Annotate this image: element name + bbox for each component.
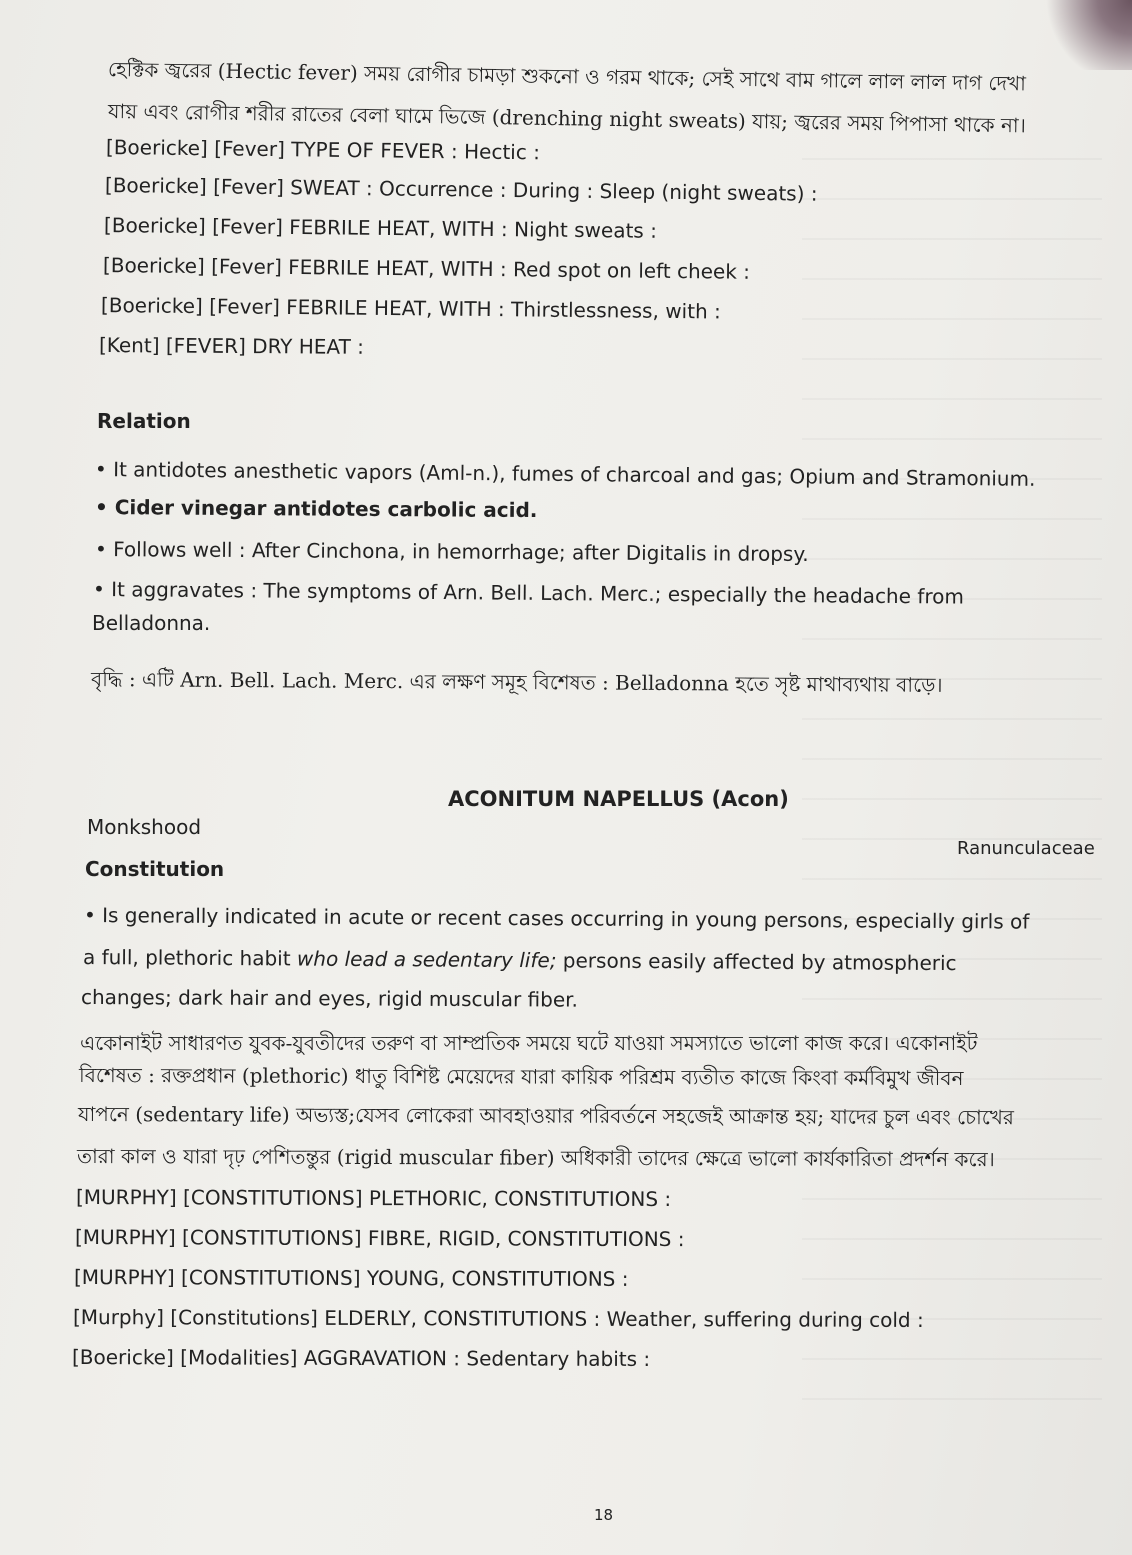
plant-family: Ranunculaceae xyxy=(957,838,1095,859)
section-heading: Relation xyxy=(97,409,191,433)
rubric-line: [Boericke] [Fever] FEBRILE HEAT, WITH : Night sweats : xyxy=(103,213,658,243)
constitution-text-italic: who lead a sedentary life; xyxy=(296,946,557,973)
constitution-text-part: persons easily affected by atmospheric xyxy=(556,948,957,976)
constitution-bengali: বিশেষত : রক্তপ্রধান (plethoric) ধাতু বিশিষ্ট মেয়েদের যারা কায়িক পরিশ্রম ব্যতীত কাজে কিংবা কর্মবিমুখ জীবন xyxy=(78,1063,964,1091)
rubric-line: [MURPHY] [CONSTITUTIONS] PLETHORIC, CONSTITUTIONS : xyxy=(75,1185,672,1212)
common-name: Monkshood xyxy=(87,815,202,839)
rubric-line: [Boericke] [Fever] FEBRILE HEAT, WITH : Red spot on left cheek : xyxy=(102,253,751,284)
rubric-line: [Boericke] [Fever] TYPE OF FEVER : Hectic : xyxy=(105,135,541,165)
rubric-line: [Kent] [FEVER] DRY HEAT : xyxy=(98,333,365,359)
show-through-shadow xyxy=(802,150,1102,1400)
constitution-bengali: যাপনে (sedentary life) অভ্যস্ত;যেসব লোকেরা আবহাওয়ার পরিবর্তনে সহজেই আক্রান্ত হয়; যাদের চুল এবং চোখের xyxy=(77,1102,1015,1130)
constitution-text: • Is generally indicated in acute or recent cases occurring in young persons, especially girls of xyxy=(83,903,1030,934)
constitution-text-part: a full, plethoric habit xyxy=(82,945,298,971)
relation-item: • Follows well : After Cinchona, in hemorrhage; after Digitalis in dropsy. xyxy=(94,537,809,566)
text-line: হেক্টিক জ্বরের (Hectic fever) সময় রোগীর চামড়া শুকনো ও গরম থাকে; সেই সাথে বাম গালে লাল লাল দাগ দেখা xyxy=(107,57,1027,96)
relation-item: Belladonna. xyxy=(92,611,211,635)
rubric-line: [Boericke] [Fever] SWEAT : Occurrence : During : Sleep (night sweats) : xyxy=(104,173,818,206)
relation-item: • It aggravates : The symptoms of Arn. Bell. Lach. Merc.; especially the headache from xyxy=(92,577,964,609)
constitution-bengali: একোনাইট সাধারণত যুবক-যুবতীদের তরুণ বা সাম্প্রতিক সময়ে ঘটে যাওয়া সমস্যাতে ভালো কাজ করে। একোনাইট xyxy=(80,1031,978,1055)
relation-item-bengali: বৃদ্ধি : এটি Arn. Bell. Lach. Merc. এর লক্ষণ সমূহ বিশেষত : Belladonna হতে সৃষ্ট মাথাব্যথায় বাড়ে। xyxy=(90,667,943,697)
relation-item: • It antidotes anesthetic vapors (Aml-n.), fumes of charcoal and gas; Opium and Stramonium. xyxy=(94,457,1036,491)
rubric-line: [Boericke] [Fever] FEBRILE HEAT, WITH : Thirstlessness, with : xyxy=(100,293,721,324)
remedy-title: ACONITUM NAPELLUS (Acon) xyxy=(448,787,789,811)
rubric-line: [Boericke] [Modalities] AGGRAVATION : Sedentary habits : xyxy=(71,1345,651,1372)
section-heading: Constitution xyxy=(85,857,225,881)
constitution-bengali: তারা কাল ও যারা দৃঢ় পেশিতন্তুর (rigid muscular fiber) অধিকারী তাদের ক্ষেত্রে ভালো কার্যকারিতা প্রদর্শন করে। xyxy=(76,1144,995,1172)
rubric-line: [MURPHY] [CONSTITUTIONS] FIBRE, RIGID, CONSTITUTIONS : xyxy=(74,1225,685,1252)
page-corner-shadow xyxy=(1042,0,1132,70)
relation-item: • Cider vinegar antidotes carbolic acid. xyxy=(94,495,538,523)
constitution-text: changes; dark hair and eyes, rigid muscular fiber. xyxy=(80,985,578,1012)
text-line: যায় এবং রোগীর শরীর রাতের বেলা ঘামে ভিজে (drenching night sweats) যায়; জ্বরের সময় পিপাসা থাকে না। xyxy=(107,99,1027,138)
page-number: 18 xyxy=(594,1506,614,1524)
constitution-text xyxy=(83,944,957,976)
rubric-line: [MURPHY] [CONSTITUTIONS] YOUNG, CONSTITUTIONS : xyxy=(73,1265,629,1291)
rubric-line: [Murphy] [Constitutions] ELDERLY, CONSTITUTIONS : Weather, suffering during cold : xyxy=(72,1305,924,1332)
